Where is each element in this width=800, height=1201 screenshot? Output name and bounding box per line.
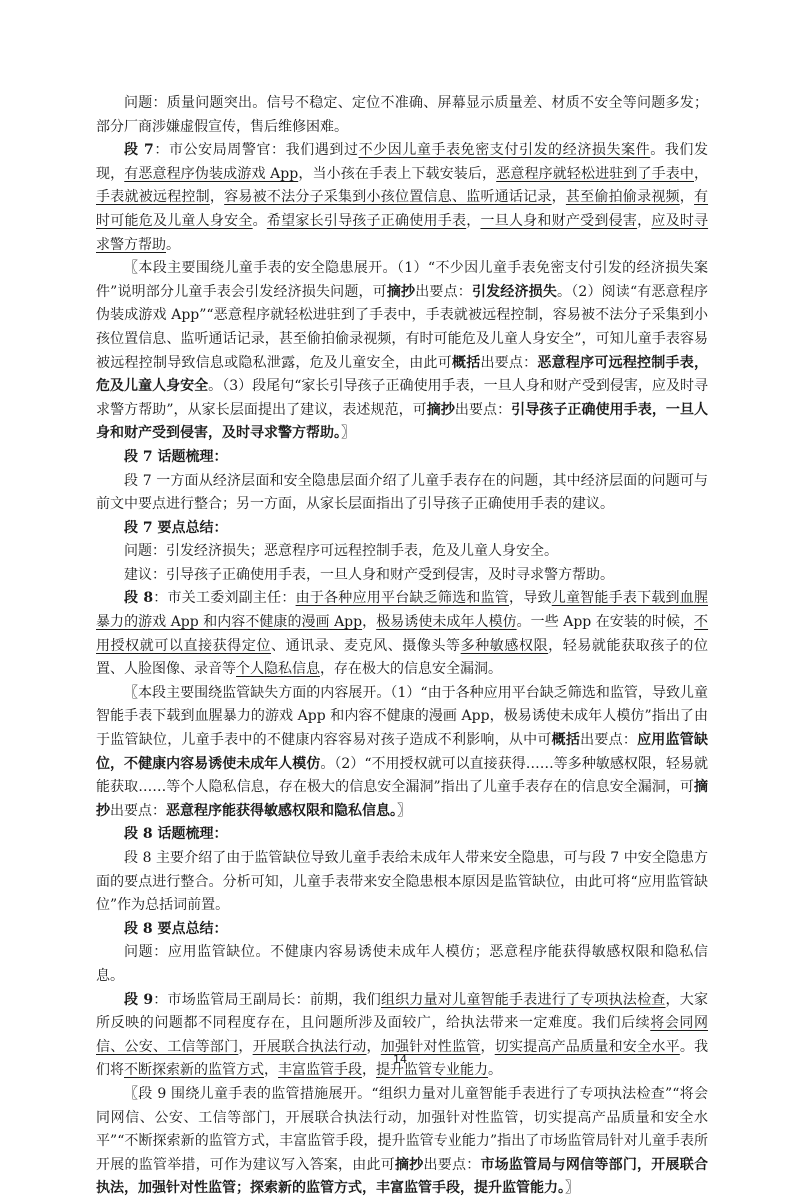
text-run: ，当小孩在手表上下载安装后， — [298, 165, 497, 182]
text-run: 。一些 App 在安装的时候， — [516, 614, 695, 631]
paragraph-9 — [96, 989, 708, 1083]
text-run: 〖本段主要围绕儿童手表的安全隐患展开。（1）“不少因儿童手表免密支付引发的经济损失案件”说明部分儿童手表会引发经济损失问题，可 — [96, 260, 708, 300]
text-run: 。（2）“不用授权就可以直接获得……等多种敏感权限，轻易就能获取……等个人隐私信息，存在极大的信息安全漏洞”指出了儿童手表存在的信息安全漏洞，可 — [96, 755, 708, 796]
text-run: ， — [362, 1062, 376, 1079]
underlined-text: 加强针对性监管 — [380, 1038, 481, 1055]
text-run: 出要点： — [423, 1156, 481, 1173]
text-run: 、通讯录、麦克风、摄像头等 — [271, 637, 461, 654]
underlined-text: 将会同网信、公安、工信等部门 — [96, 1015, 709, 1055]
text-run: 建议：引导孩子正确使用手表，一旦人身和财产受到侵害，及时寻求警方帮助。 — [124, 566, 614, 583]
text-run: ，大家所反映的问题都不同程度存在，且问题所涉及面较广，给执法带来一定难度。我们后续 — [96, 991, 709, 1032]
heading-8-summary — [96, 918, 708, 942]
text-run: 段 8 主要介绍了由于监管缺位导致儿童手表给未成年人带来安全隐患，可与段 7 中安全隐患方面的要点进行整合。分析可知，儿童手表带来安全隐患根本原因是监管缺位，由此可将“应用监管缺位”作为总括词前置。 — [96, 850, 708, 914]
text-7-summary-suggestion — [96, 564, 708, 588]
bold-text: 恶意程序能获得敏感权限和隐私信息。 — [166, 802, 397, 819]
text-run: ， — [637, 212, 652, 229]
bold-text: 引导孩子正确使用手表，一旦人身和财产受到侵害，及时寻求警方帮助。 — [96, 401, 709, 442]
text-run: 〖本段主要围绕监管缺失方面的内容展开。（1）“由于各种应用平台缺乏筛选和监管，导致儿童智能手表下载到血腥暴力的游戏 App 和内容不健康的漫画 App，极易诱使未成年人模仿”指出了由于监管缺位，儿童手表中的不健康内容容易对孩子造成不利影响，从中可 — [96, 684, 708, 749]
bold-text: 段 9 — [124, 991, 154, 1008]
text-run: 〗 — [397, 802, 411, 819]
paragraph-8 — [96, 587, 708, 681]
analysis-paragraph-8 — [96, 682, 708, 824]
text-run: ， — [694, 165, 709, 182]
text-run: 问题：应用监管缺位。不健康内容易诱使未成年人模仿；恶意程序能获得敏感权限和隐私信息。 — [96, 944, 708, 984]
text-run: ， — [362, 614, 377, 631]
underlined-text: 不少因儿童手表免密支付引发的经济损失案件 — [358, 142, 651, 159]
bold-text: 段 8 要点总结： — [124, 920, 228, 937]
underlined-text: 切实提高产品质量和安全水平 — [494, 1038, 680, 1055]
text-run: ， — [366, 1038, 381, 1055]
bold-text: 摘抄 — [395, 1156, 424, 1173]
bold-text: 摘抄 — [96, 779, 708, 819]
underlined-text: 应及时寻求警方帮助 — [96, 212, 709, 253]
underlined-text: 个人隐私信息 — [236, 661, 320, 678]
text-run: 。 — [488, 1062, 502, 1079]
underlined-text: 儿童智能手表下载到血腥暴力的游戏 App 和内容不健康的漫画 App — [96, 590, 709, 631]
text-run: 出要点： — [454, 401, 512, 418]
text-run: ：市关工委刘副主任： — [153, 590, 296, 607]
underlined-text: 不断探索新的监管方式 — [124, 1062, 264, 1079]
bold-text: 段 7 话题梳理： — [124, 448, 228, 465]
text-run: 出要点： — [580, 732, 638, 749]
text-run: 问题：引发经济损失；恶意程序可远程控制手表，危及儿童人身安全。 — [124, 543, 558, 560]
underlined-text: 希望家长引导孩子正确使用手表 — [266, 212, 467, 229]
bold-text: 段 7 要点总结： — [124, 519, 228, 536]
text-run: 。 — [166, 236, 180, 253]
text-run: 〗 — [341, 425, 355, 442]
document-body — [96, 92, 708, 1201]
text-run: ， — [466, 212, 481, 229]
text-run: 出要点： — [415, 283, 472, 300]
text-run: 段 7 一方面从经济层面和安全隐患层面介绍了儿童手表存在的问题，其中经济层面的问题可与前文中要点进行整合；另一方面，从家长层面指出了引导孩子正确使用手表的建议。 — [96, 472, 708, 513]
underlined-text: 手表就被远程控制 — [96, 189, 210, 206]
underlined-text: 丰富监管手段 — [278, 1062, 362, 1079]
underlined-text: 多种敏感权限 — [460, 637, 549, 654]
text-run: ：市场监管局王副局长：前期，我们 — [153, 991, 381, 1008]
underlined-text: 开展联合执法行动 — [252, 1038, 367, 1055]
underlined-text: 不用授权就可以直接获得定位 — [96, 614, 709, 654]
underlined-text: 甚至偷拍偷录视频 — [565, 189, 680, 206]
bold-text: 恶意程序可远程控制手表，危及儿童人身安全 — [96, 354, 709, 395]
underlined-text: 提升监管专业能力 — [376, 1062, 488, 1079]
bold-text: 市场监管局与网信等部门，开展联合执法，加强针对性监管；探索新的监管方式，丰富监管手段，提升监管能力。 — [96, 1156, 709, 1197]
text-run: ， — [679, 189, 695, 206]
text-run: ，轻易就能获取孩子的位置、人脸图像、录音等 — [96, 637, 709, 678]
paragraph-7 — [96, 139, 708, 257]
text-run: 〖段 9 围绕儿童手表的监管措施展开。“组织力量对儿童智能手表进行了专项执法检查”“将会同网信、公安、工信等部门，开展联合执法行动，加强针对性监管，切实提高产品质量和安全水平”“不断探索新的监管方式，丰富监管手段，提升监管专业能力”指出了市场监管局针对儿童手表所开展的监管举措，可作为建议写入答案，由此可 — [96, 1085, 708, 1173]
bold-text: 应用监管缺位，不健康内容易诱使未成年人模仿 — [96, 732, 709, 772]
bold-text: 摘抄 — [426, 401, 455, 418]
text-run: ， — [209, 189, 225, 206]
text-run: 出要点： — [480, 354, 538, 371]
text-run: ：市公安局周警官：我们遇到过 — [153, 142, 359, 159]
bold-text: 段 8 — [124, 590, 154, 607]
page-number: 14 — [393, 1053, 407, 1066]
underlined-text: 由于各种应用平台缺乏筛选和监管 — [295, 590, 510, 607]
analysis-paragraph-9 — [96, 1083, 708, 1201]
heading-8-topic — [96, 823, 708, 847]
bold-text: 概括 — [451, 354, 481, 371]
text-run: 〗 — [565, 1180, 579, 1197]
text-7-summary-problem — [96, 540, 708, 564]
bold-text: 段 8 话题梳理： — [124, 826, 228, 843]
text-run: ， — [264, 1062, 278, 1079]
text-run: ，存在极大的信息安全漏洞。 — [320, 661, 502, 678]
text-run: 。我们发现， — [96, 142, 709, 182]
text-run: ， — [480, 1038, 495, 1055]
text-run: ， — [551, 189, 566, 206]
text-run: 出要点： — [110, 802, 166, 819]
text-run: 。 — [252, 212, 267, 229]
text-run: 问题：质量问题突出。信号不稳定、定位不准确、屏幕显示质量差、材质不安全等问题多发；部分厂商涉嫌虚假宣传，售后维修困难。 — [96, 95, 708, 135]
text-run: 。（3）段尾句“家长引导孩子正确使用手表，一旦人身和财产受到侵害，应及时寻求警方帮助”，从家长层面提出了建议，表述规范，可 — [96, 378, 709, 418]
underlined-text: 容易被不法分子采集到小孩位置信息、监听通话记录 — [224, 189, 552, 206]
bold-text: 摘抄 — [386, 283, 416, 300]
text-7-topic — [96, 470, 708, 517]
text-run: ， — [238, 1038, 253, 1055]
heading-7-topic — [96, 446, 708, 470]
underlined-text: 组织力量对儿童智能手表进行了专项执法检查 — [380, 991, 666, 1008]
underlined-text: 有时可能危及儿童人身安全 — [96, 189, 709, 229]
underlined-text: 一旦人身和财产受到侵害 — [480, 212, 638, 229]
text-run: 。（2）阅读“有恶意程序伪装成游戏 App”“恶意程序就轻松进驻到了手表中，手表就被远程控制，容易被不法分子采集到小孩位置信息、监听通话记录，甚至偷拍偷录视频，有时可能危及儿童人身安全”，可知儿童手表容易被远程控制导致信息或隐私泄露，危及儿童安全，由此可 — [96, 283, 709, 371]
heading-7-summary — [96, 517, 708, 541]
underlined-text: 极易诱使未成年人模仿 — [376, 614, 517, 631]
text-run: 。我们将 — [96, 1038, 709, 1079]
text-run: ，导致 — [509, 590, 552, 607]
analysis-paragraph-7 — [96, 257, 708, 446]
underlined-text: 有恶意程序伪装成游戏 App — [124, 165, 299, 182]
text-8-summary — [96, 941, 708, 988]
text-8-topic — [96, 847, 708, 918]
underlined-text: 恶意程序就轻松进驻到了手表中 — [496, 165, 695, 182]
bold-text: 段 7 — [124, 142, 154, 159]
bold-text: 概括 — [551, 732, 581, 749]
bold-text: 引发经济损失 — [471, 283, 558, 300]
problem-quality — [96, 92, 708, 139]
